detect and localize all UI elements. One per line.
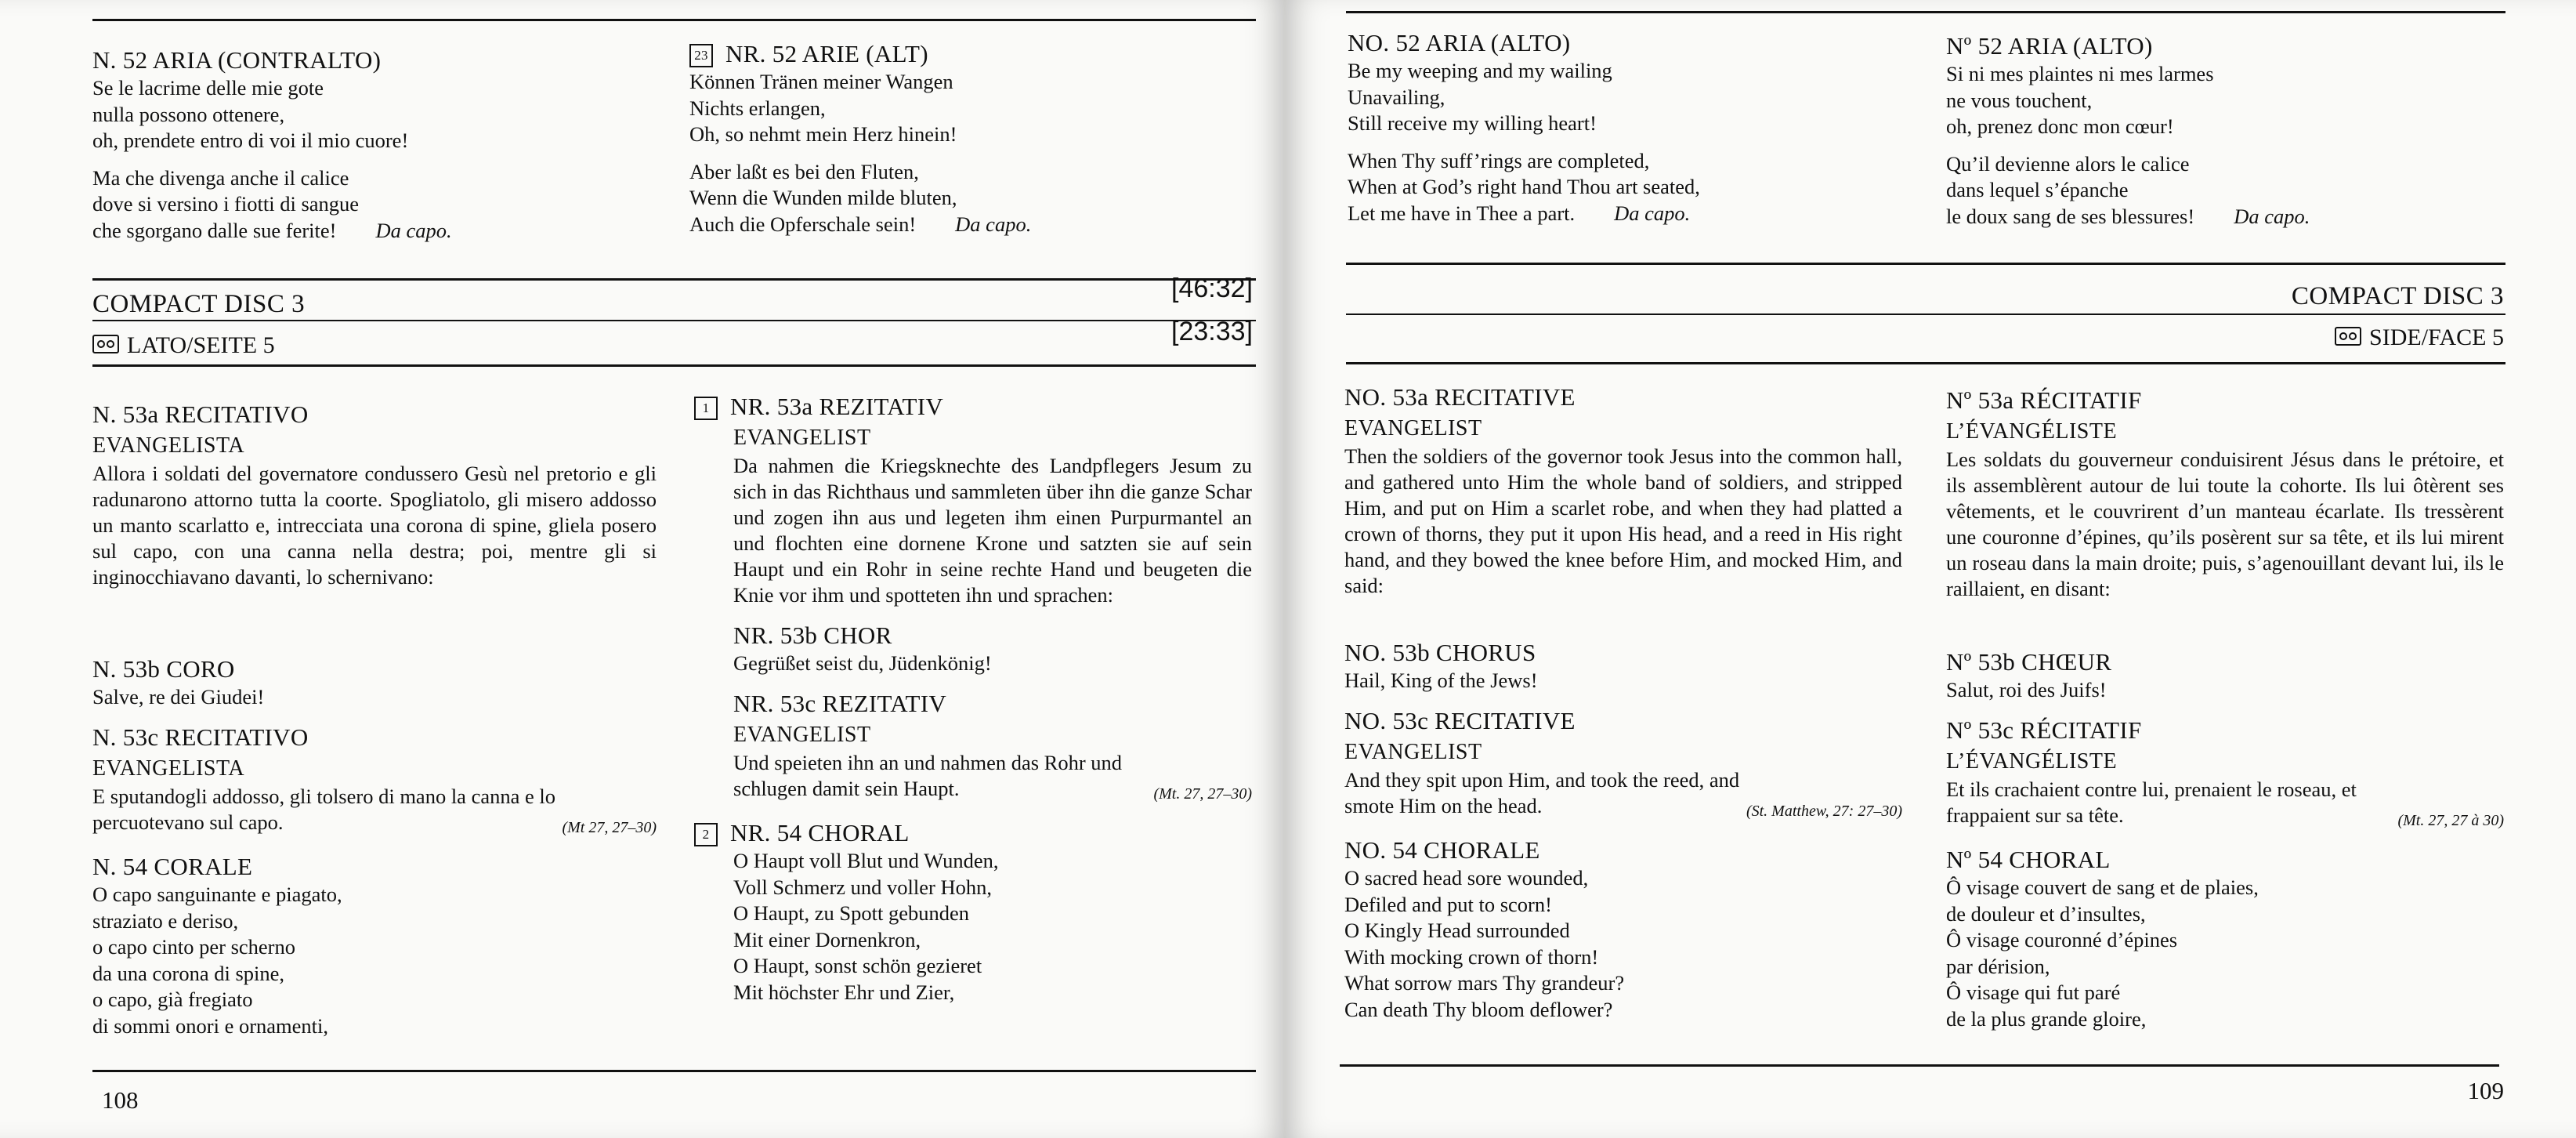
aria-52-french-heading: Nº 52 ARIA (ALTO) (1946, 32, 2153, 60)
english-column (1344, 382, 1902, 1023)
verse-line (1348, 201, 1896, 227)
verse-line: Nichts erlangen, (689, 96, 826, 120)
verse-line: Ô visage couvert de sang et de plaies, (1946, 875, 2259, 899)
verse-line: Können Tränen meiner Wangen (689, 70, 953, 93)
header-rule-bottom-left (92, 364, 1256, 367)
verse-line: oh, prenez donc mon cœur! (1946, 114, 2174, 138)
verse-line: O Haupt, zu Spott gebunden (733, 901, 970, 925)
verse-line: o capo cinto per scherno (92, 935, 296, 959)
verse-line: When Thy suff’rings are completed, (1348, 148, 1650, 172)
no-54-verse (1344, 865, 1902, 1023)
no-53c-text-block (92, 784, 657, 841)
no-53b-text: Salve, re dei Giudei! (92, 685, 265, 709)
verse-line: dans lequel s’épanche (1946, 178, 2129, 201)
aria-52-french-verse1 (1946, 61, 2510, 140)
evangelist-role: EVANGELISTA (92, 756, 245, 781)
verse-line: O Haupt, sonst schön gezieret (733, 954, 982, 977)
verse-line: O sacred head sore wounded, (1344, 866, 1589, 890)
track-number-icon: 1 (694, 397, 718, 420)
no-54-heading: Nº 54 CHORAL (1946, 846, 2111, 873)
side-text: LATO/SEITE 5 (127, 332, 275, 358)
no-53c-heading: NR. 53c REZITATIV (733, 690, 947, 717)
compact-disc-title: COMPACT DISC 3 (92, 290, 306, 318)
no-53b-heading: Nº 53b CHŒUR (1946, 648, 2112, 676)
heading-text: NR. 52 ARIE (ALT) (725, 40, 928, 67)
scripture-reference: (Mt 27, 27–30) (562, 819, 657, 836)
verse-line: Still receive my willing heart! (1348, 111, 1597, 135)
verse-line: Wenn die Wunden milde bluten, (689, 186, 957, 209)
verse-line: de douleur et d’insultes, (1946, 901, 2146, 926)
no-54-verse (92, 882, 657, 1039)
aria-52-german (689, 39, 1254, 237)
da-capo: Da capo. (955, 212, 1032, 236)
german-column (694, 392, 1252, 1006)
no-53c-text-block (1946, 777, 2504, 834)
no-53a-heading (694, 392, 1252, 422)
verse-line: o capo, già fregiato (92, 988, 253, 1011)
verse-line: Defiled and put to scorn! (1344, 892, 1552, 916)
no-53c-heading: NO. 53c RECITATIVE (1344, 707, 1576, 734)
scripture-reference: (Mt. 27, 27 à 30) (2397, 812, 2504, 829)
verse-line: Voll Schmerz und voller Hohn, (733, 875, 992, 899)
aria-52-english-heading: NO. 52 ARIA (ALTO) (1348, 29, 1571, 56)
no-53a-text: Les soldats du gouverneur conduisirent Jésus dans le prétoire, et ils assemblèrent autour de lui toute la cohorte. Ils lui ôtèrent ses vêtements, et le couvrirent d’un manteau écarlate. Ils tressèrent une couronne d’épines, qu’ils posèrent sur sa tête, et ils lui mirent un roseau dans la main droite; puis, s’agenouillant devant lui, ils le raillaient, en disant: (1946, 448, 2504, 600)
bottom-rule-right (1340, 1064, 2499, 1067)
side-label (2335, 324, 2504, 351)
evangelist-role: EVANGELIST (733, 723, 871, 747)
header-rule-top-left (92, 278, 1256, 281)
aria-52-german-verse1 (689, 69, 1254, 148)
verse-line: O Haupt voll Blut und Wunden, (733, 849, 999, 872)
scripture-reference: (Mt. 27, 27–30) (1153, 785, 1252, 803)
verse-line: straziato e deriso, (92, 908, 239, 933)
no-53b-heading: NO. 53b CHORUS (1344, 639, 1536, 666)
aria-52-german-heading (689, 39, 1254, 69)
track-number-icon: 2 (694, 823, 718, 846)
verse-line: Oh, so nehmt mein Herz hinein! (689, 122, 957, 146)
no-53c-text: E sputandogli addosso, gli tolsero di mano la canna e lo percuotevano sul capo. (92, 785, 555, 834)
verse-line: Unavailing, (1348, 85, 1445, 109)
page-number: 109 (2467, 1077, 2504, 1104)
verse-line: ne vous touchent, (1946, 88, 2093, 112)
no-53c-text: And they spit upon Him, and took the reed, and smote Him on the head. (1344, 768, 1740, 817)
no-54-heading: NO. 54 CHORALE (1344, 836, 1540, 864)
side-text: SIDE/FACE 5 (2369, 324, 2504, 350)
aria-52-english-verse1 (1348, 58, 1896, 137)
verse-line: Ô visage qui fut paré (1946, 980, 2121, 1004)
no-54-verse (733, 848, 1252, 1006)
verse-line: Qu’il devienne alors le calice (1946, 151, 2190, 176)
header-rule-mid-right (1346, 313, 2505, 315)
evangelist-role: EVANGELIST (1344, 416, 1482, 440)
verse-text: Let me have in Thee a part. (1348, 201, 1576, 225)
verse-line: Si ni mes plaintes ni mes larmes (1946, 62, 2214, 85)
verse-line: de la plus grande gloire, (1946, 1006, 2147, 1031)
verse-line: When at God’s right hand Thou art seated, (1348, 175, 1700, 198)
verse-line: Se le lacrime delle mie gote (92, 76, 324, 100)
no-53a-text: Allora i soldati del governatore condussero Gesù nel pretorio e gli radunarono attorno tutta la coorte. Spogliatolo, gli misero addosso un manto scarlatto e, intrecciata una corona di spine, gliela posero sul capo, con una canna nella destra; poi, mentre gli si inginocchiavano davanti, lo schernivano: (92, 462, 657, 589)
scripture-reference: (St. Matthew, 27: 27–30) (1746, 803, 1902, 820)
french-column (1946, 386, 2504, 1032)
page-number: 108 (102, 1086, 139, 1114)
verse-line: What sorrow mars Thy grandeur? (1344, 971, 1625, 995)
verse-line (689, 212, 1254, 238)
verse-line: dove si versino i fiotti di sangue (92, 192, 360, 216)
side-duration: [23:33] (1171, 317, 1253, 346)
verse-text: le doux sang de ses blessures! (1946, 204, 2195, 228)
verse-line: Ô visage couronné d’épines (1946, 928, 2178, 951)
no-53c-text-block (733, 750, 1252, 807)
verse-text: che sgorgano dalle sue ferite! (92, 218, 337, 242)
side-label (92, 332, 275, 359)
verse-line: nulla possono ottenere, (92, 102, 285, 126)
right-page (1285, 0, 2576, 1138)
da-capo: Da capo. (375, 218, 452, 242)
verse-line: O capo sanguinante e piagato, (92, 882, 342, 906)
aria-52-french (1946, 31, 2510, 230)
evangelist-role: EVANGELIST (1344, 740, 1482, 764)
no-53a-text: Then the soldiers of the governor took Jesus into the common hall, and gathered unto Him the whole band of soldiers, and stripped Him, and put on Him a scarlet robe, and when they had platted a crown of thorns, they put it upon His head, and a reed in His right hand, and they bowed the knee before Him, and mocked Him, and said: (1344, 444, 1902, 597)
no-54-heading (694, 818, 1252, 848)
italian-column (92, 400, 657, 1039)
verse-line: Aber laßt es bei den Fluten, (689, 159, 919, 183)
verse-line (1946, 204, 2510, 230)
top-rule-right (1346, 11, 2505, 13)
aria-52-italian-heading: N. 52 ARIA (CONTRALTO) (92, 46, 382, 74)
top-rule-left (92, 19, 1256, 21)
no-53b-text: Gegrüßet seist du, Jüdenkönig! (733, 651, 992, 675)
header-rule-mid-left (92, 320, 1256, 321)
verse-line: da una corona di spine, (92, 961, 285, 985)
aria-52-italian (92, 45, 641, 244)
verse-line: Be my weeping and my wailing (1348, 59, 1612, 82)
da-capo: Da capo. (2234, 204, 2310, 228)
verse-line: di sommi onori e ornamenti, (92, 1013, 329, 1038)
no-54-heading: N. 54 CORALE (92, 853, 253, 880)
verse-line: With mocking crown of thorn! (1344, 944, 1599, 969)
verse-line: par dérision, (1946, 954, 2050, 978)
disc-duration: [46:32] (1171, 274, 1253, 303)
aria-52-french-verse2 (1946, 151, 2510, 230)
track-number-icon: 23 (689, 44, 713, 67)
bottom-rule-left (92, 1070, 1256, 1072)
no-53c-heading: N. 53c RECITATIVO (92, 723, 309, 751)
evangelist-role: L’ÉVANGÉLISTE (1946, 749, 2118, 774)
header-rule-top-right (1346, 263, 2505, 265)
no-53a-text: Da nahmen die Kriegsknechte des Landpflegers Jesum zu sich in das Richthaus und sammleten über ihn die ganze Schar und zogen ihn aus und legeten ihm einen Purpurmantel an und flochten eine dornene Krone und satzten sie auf sein Haupt und ein Rohr in seine rechte Hand und beugeten die Knie vor ihm und spotteten ihn und sprachen: (733, 454, 1252, 607)
no-53b-heading: NR. 53b CHOR (733, 622, 892, 649)
cassette-icon (2335, 327, 2361, 346)
no-53a-heading: NO. 53a RECITATIVE (1344, 383, 1576, 411)
aria-52-italian-verse2 (92, 165, 641, 245)
aria-52-italian-verse1 (92, 75, 641, 154)
no-53a-heading: N. 53a RECITATIVO (92, 400, 309, 428)
aria-52-english (1348, 28, 1896, 227)
verse-line (92, 218, 641, 245)
no-53c-text: Und speieten ihn an und nahmen das Rohr und schlugen damit sein Haupt. (733, 751, 1123, 800)
evangelist-role: EVANGELIST (733, 426, 871, 450)
no-53a-heading: Nº 53a RÉCITATIF (1946, 386, 2142, 414)
verse-line: oh, prendete entro di voi il mio cuore! (92, 129, 409, 152)
aria-52-english-verse2 (1348, 148, 1896, 227)
no-53b-heading: N. 53b CORO (92, 655, 235, 683)
compact-disc-title: COMPACT DISC 3 (2291, 282, 2504, 310)
verse-line: O Kingly Head surrounded (1344, 919, 1570, 942)
heading-text: NR. 53a REZITATIV (730, 393, 944, 420)
no-54-verse (1946, 875, 2504, 1032)
verse-line: Mit höchster Ehr und Zier, (733, 980, 955, 1004)
verse-line: Can death Thy bloom deflower? (1344, 997, 1613, 1021)
verse-line: Mit einer Dornenkron, (733, 927, 921, 951)
cassette-icon (92, 335, 119, 353)
header-rule-bottom-right (1346, 362, 2505, 364)
verse-line: Ma che divenga anche il calice (92, 165, 349, 190)
verse-text: Auch die Opferschale sein! (689, 212, 917, 236)
left-page (0, 0, 1285, 1138)
evangelist-role: L’ÉVANGÉLISTE (1946, 419, 2118, 444)
no-53c-heading: Nº 53c RÉCITATIF (1946, 716, 2142, 744)
aria-52-german-verse2 (689, 159, 1254, 238)
no-53c-text: Et ils crachaient contre lui, prenaient le roseau, et frappaient sur sa tête. (1946, 777, 2357, 827)
no-53b-text: Hail, King of the Jews! (1344, 669, 1538, 692)
da-capo: Da capo. (1614, 201, 1691, 225)
evangelist-role: EVANGELISTA (92, 433, 245, 458)
no-53b-text: Salut, roi des Juifs! (1946, 678, 2107, 701)
no-53c-text-block (1344, 767, 1902, 825)
heading-text: NR. 54 CHORAL (730, 819, 910, 846)
